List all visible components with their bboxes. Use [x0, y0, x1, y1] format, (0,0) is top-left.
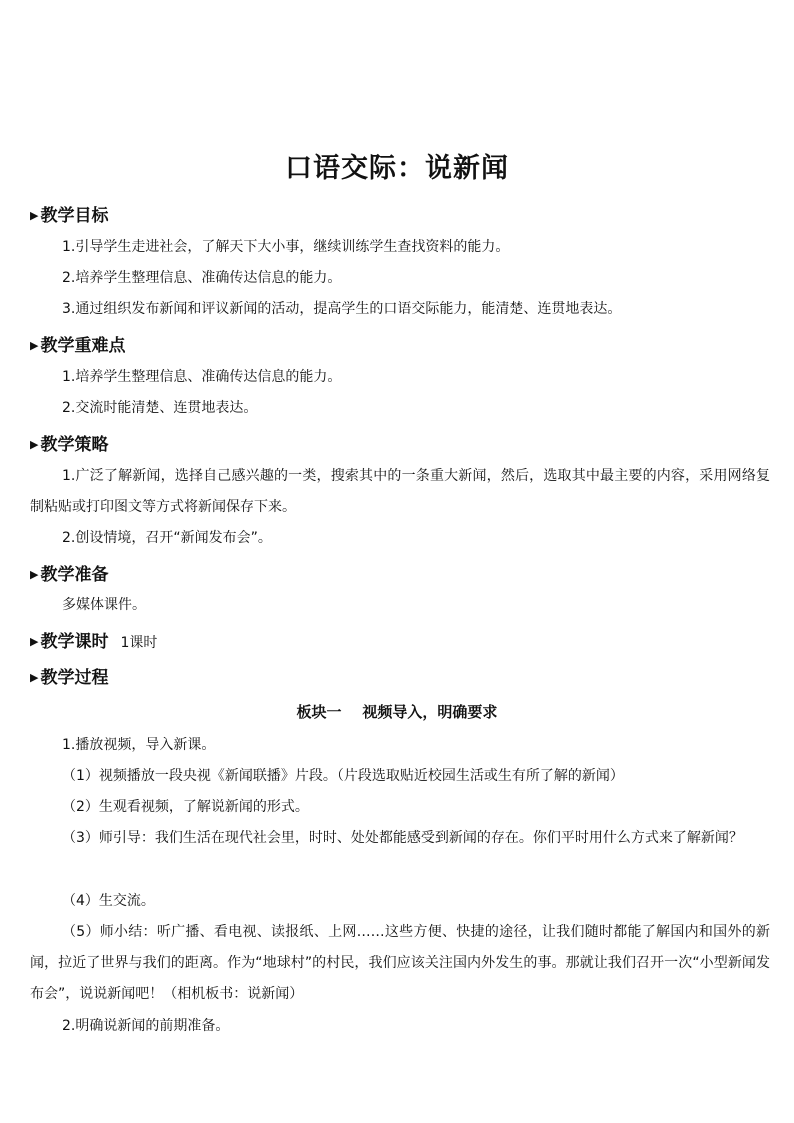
process-item: （3）师引导：我们生活在现代社会里，时时、处处都能感受到新闻的存在。你们平时用什么方式来了解新闻？ — [62, 830, 743, 846]
strategy-item: 1.广泛了解新闻，选择自己感兴趣的一类，搜索其中的一条重大新闻，然后，选取其中最主要的内容，采用网络复制粘贴或打印图文等方式将新闻保存下来。 — [30, 468, 770, 515]
section-heading-process: ▶ 教学过程 — [30, 668, 109, 688]
process-item: （1）视频播放一段央视《新闻联播》片段。（片段选取贴近校园生活或生有所了解的新闻） — [62, 768, 624, 784]
process-item: （4）生交流。 — [62, 893, 155, 909]
block-title: 板块一 视频导入，明确要求 — [296, 703, 498, 721]
section-heading-preparation: ▶ 教学准备 — [30, 565, 109, 585]
section-heading-key-points: ▶ 教学重难点 — [30, 336, 126, 356]
triangle-bullet-icon: ▶ — [30, 209, 39, 222]
key-point-item: 1.培养学生整理信息、准确传达信息的能力。 — [62, 369, 342, 385]
triangle-bullet-icon: ▶ — [30, 671, 39, 684]
process-item: （2）生观看视频，了解说新闻的形式。 — [62, 799, 309, 815]
hours-value: 1课时 — [120, 635, 158, 651]
triangle-bullet-icon: ▶ — [30, 339, 39, 352]
triangle-bullet-icon: ▶ — [30, 438, 39, 451]
triangle-bullet-icon: ▶ — [30, 568, 39, 581]
goal-item: 1.引导学生走进社会，了解天下大小事，继续训练学生查找资料的能力。 — [62, 239, 510, 255]
process-item: 1.播放视频，导入新课。 — [62, 737, 216, 753]
preparation-item: 多媒体课件。 — [62, 597, 146, 613]
section-heading-hours: ▶ 教学课时 1课时 — [30, 632, 158, 652]
section-heading-strategy: ▶ 教学策略 — [30, 435, 109, 455]
triangle-bullet-icon: ▶ — [30, 635, 39, 648]
goal-item: 3.通过组织发布新闻和评议新闻的活动，提高学生的口语交际能力，能清楚、连贯地表达。 — [62, 301, 622, 317]
section-heading-goals: ▶ 教学目标 — [30, 206, 109, 226]
key-point-item: 2.交流时能清楚、连贯地表达。 — [62, 400, 258, 416]
page-title: 口语交际：说新闻 — [285, 153, 509, 184]
strategy-item: 2.创设情境，召开“新闻发布会”。 — [62, 530, 272, 546]
process-item: （5）师小结：听广播、看电视、读报纸、上网……这些方便、快捷的途径，让我们随时都能了解国内和国外的新闻，拉近了世界与我们的距离。作为“地球村”的村民，我们应该关注国内外发生的事。那就让我们召开一次“小型新闻发布会”，说说新闻吧！（相机板书：说新闻） — [30, 924, 770, 1002]
goal-item: 2.培养学生整理信息、准确传达信息的能力。 — [62, 270, 342, 286]
process-item: 2.明确说新闻的前期准备。 — [62, 1018, 230, 1034]
